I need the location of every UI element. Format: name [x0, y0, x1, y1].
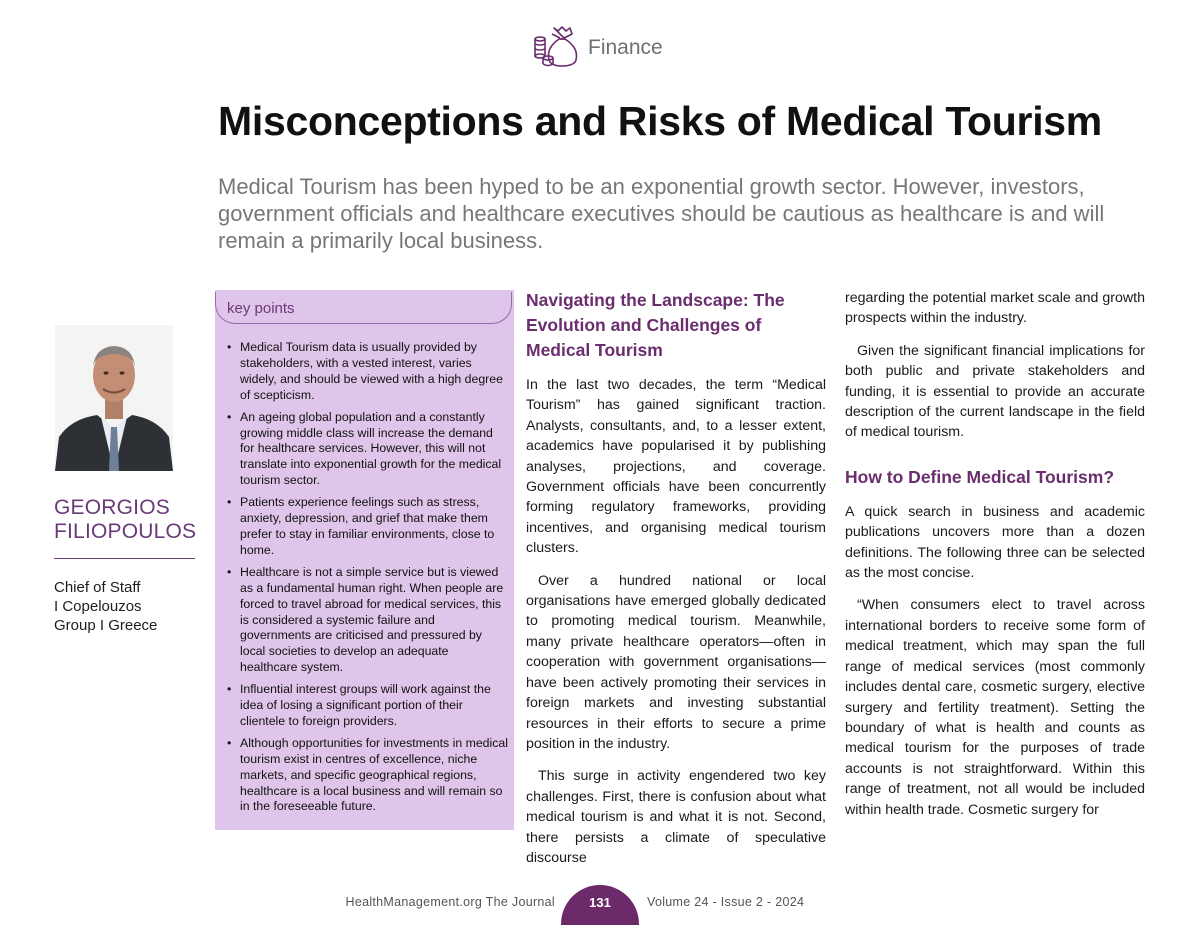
- key-points-list: [225, 340, 509, 821]
- body-paragraph: regarding the potential market scale and growth prospects within the industry.: [845, 290, 1145, 327]
- key-point-item: • An ageing global population and a constantly growing middle class will increase the demand for healthcare services. However, this will not translate into exponential growth for the medical tourism sector.: [225, 410, 509, 490]
- author-last-name: FILIOPOULOS: [54, 520, 197, 543]
- key-point-item: • Patients experience feelings such as stress, anxiety, depression, and grief that make them prefer to stay in familiar environments, close to home.: [225, 495, 509, 559]
- section-header: [530, 24, 663, 72]
- key-points-header: [215, 292, 512, 324]
- article-column-2: [845, 288, 1145, 820]
- money-bag-coins-icon: [530, 22, 582, 75]
- author-first-name: GEORGIOS: [54, 496, 170, 519]
- key-point-item: • Healthcare is not a simple service but is viewed as a fundamental human right. When people are forced to travel abroad for medical services, this is considered a systemic failure and governments are criticised and pressured by local societies to develop an adequate healthcare system.: [225, 565, 509, 676]
- body-paragraph: Given the significant financial implications for both public and private stakeholders and funding, it is essential to provide an accurate description of the current landscape in the field of medical tourism.: [845, 342, 1145, 441]
- key-points-box: [215, 290, 514, 830]
- page-number: 131: [561, 885, 639, 925]
- section-label: Finance: [588, 36, 663, 59]
- journal-name: HealthManagement.org The Journal: [345, 895, 555, 909]
- volume-info: Volume 24 - Issue 2 - 2024: [647, 895, 805, 909]
- author-name: [54, 496, 204, 544]
- key-point-item: • Influential interest groups will work against the idea of losing a significant portion of their clientele to foreign providers.: [225, 682, 509, 730]
- author-divider: [54, 558, 195, 559]
- key-points-title: key points: [227, 300, 295, 317]
- page-footer: [0, 885, 1200, 917]
- body-paragraph: In the last two decades, the term “Medical Tourism” has gained significant traction. Analysts, consultants, and, to a lesser extent, academics have popularised it by publishing analyses, projections, and coverage. Government officials have been concurrently forming regulatory frameworks, providing incentives, and organising medical tourism clusters.: [526, 377, 826, 557]
- key-point-item: • Although opportunities for investments in medical tourism exist in centres of excellence, niche markets, and specific geographical regions, healthcare is a local business and will remain so in the foreseeable future.: [225, 736, 509, 816]
- author-role-line: Group I Greece: [54, 617, 158, 634]
- body-paragraph: A quick search in business and academic publications uncovers more than a dozen definitions. The following three can be selected as the most concise.: [845, 503, 1145, 582]
- body-paragraph: This surge in activity engendered two key challenges. First, there is confusion about what medical tourism is and what it is not. Second, there persists a climate of speculative discourse: [526, 768, 826, 866]
- section-heading: How to Define Medical Tourism?: [845, 466, 1115, 487]
- body-paragraph: Over a hundred national or local organisations have emerged globally dedicated to promoting medical tourism. Meanwhile, many private healthcare operators—often in cooperation with government organisations—have been actively promoting their services in foreign markets and investing substantial resources in their efforts to secure a prime position in the industry.: [526, 572, 826, 752]
- body-paragraph: “When consumers elect to travel across international borders to receive some form of medical treatment, which may span the full range of medical services (most commonly includes dental care, cosmetic surgery, elective surgery and fertility treatment). Setting the boundary of what is health and counts as medical tourism for the purposes of trade accounts is not straightforward. Within this range of treatment, not all would be included within health trade. Cosmetic surgery for: [845, 597, 1145, 818]
- author-photo: [55, 325, 173, 471]
- article-title: Misconceptions and Risks of Medical Tourism: [218, 98, 1102, 144]
- author-role: [54, 578, 204, 635]
- author-role-line: Chief of Staff: [54, 579, 141, 596]
- article-column-1: [526, 288, 826, 868]
- article-subtitle: Medical Tourism has been hyped to be an exponential growth sector. However, investors, government officials and healthcare executives should be cautious as healthcare is and will remain a primarily local business.: [218, 174, 1105, 253]
- author-role-line: I Copelouzos: [54, 598, 142, 615]
- key-point-item: • Medical Tourism data is usually provided by stakeholders, with a vested interest, varies widely, and should be viewed with a high degree of scepticism.: [225, 340, 509, 404]
- section-heading: Navigating the Landscape: The Evolution and Challenges of Medical Tourism: [526, 290, 785, 360]
